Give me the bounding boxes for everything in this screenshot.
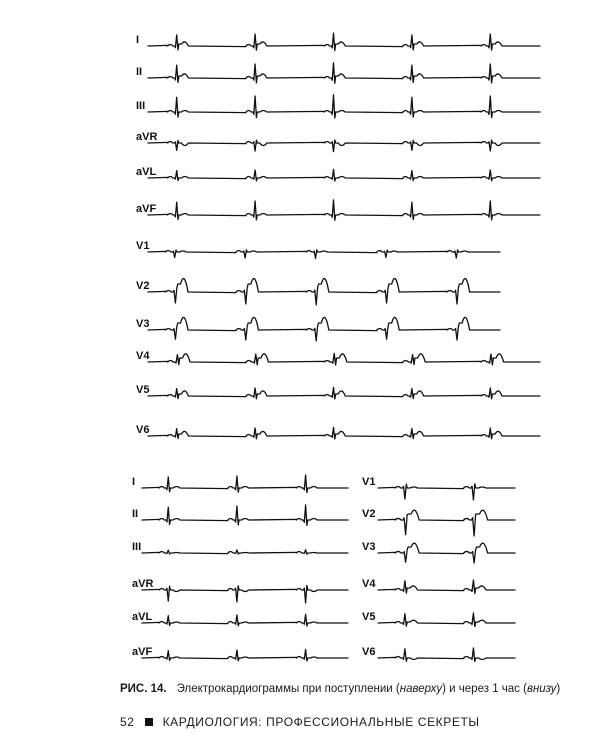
lead-label-avr: aVR (136, 131, 158, 143)
lead-label-avf: aVF (136, 203, 157, 215)
ecg-trace-v1 (148, 250, 500, 259)
lead-label-v3: V3 (136, 318, 150, 330)
lead-label-v1: V1 (136, 240, 150, 252)
caption-text-middle: ) и через 1 час ( (442, 683, 527, 695)
ecg-trace-iii (148, 95, 540, 118)
caption-text-after: ) (556, 683, 561, 695)
ecg-trace-avr (142, 585, 348, 602)
lead-label-v6: V6 (136, 424, 150, 436)
lead-label-v4: V4 (362, 578, 376, 590)
ecg-trace-avf (148, 200, 540, 220)
ecg-trace-avf (142, 649, 348, 661)
ecg-trace-ii (142, 505, 348, 525)
ecg-trace-v4 (378, 580, 515, 594)
caption-text-before: Электрокардиограммы при поступлении ( (176, 683, 400, 695)
ecg-trace-v6 (148, 427, 540, 439)
ecg-trace-v3 (148, 317, 500, 340)
ecg-trace-i (142, 475, 348, 492)
lead-label-v2: V2 (362, 508, 376, 520)
caption-word-bottom: внизу (526, 683, 557, 695)
figure-caption (120, 682, 590, 697)
ecg-trace-avl (142, 614, 348, 626)
page-number: 52 (120, 715, 135, 729)
lead-label-ii: II (132, 508, 139, 520)
lead-label-iii: III (132, 541, 142, 553)
lead-label-i: I (132, 476, 136, 488)
lead-label-v5: V5 (136, 384, 150, 396)
lead-label-ii: II (136, 66, 143, 78)
running-title: КАРДИОЛОГИЯ: ПРОФЕССИОНАЛЬНЫЕ СЕКРЕТЫ (162, 715, 480, 729)
lead-label-v2: V2 (136, 280, 150, 292)
lead-label-v4: V4 (136, 350, 150, 362)
lead-label-avl: aVL (136, 166, 157, 178)
lead-label-i: I (136, 34, 140, 46)
caption-word-top: наверху (399, 683, 443, 695)
ecg-trace-v2 (148, 279, 500, 305)
ecg-trace-v2 (378, 510, 515, 536)
page-footer (120, 715, 480, 729)
footer-square-marker (145, 718, 153, 726)
ecg-trace-avr (148, 140, 540, 152)
ecg-trace-i (148, 33, 540, 50)
figure-label: РИС. 14. (120, 683, 167, 695)
lead-label-v5: V5 (362, 611, 376, 623)
ecg-trace-v4 (148, 353, 540, 365)
ecg-trace-v5 (148, 387, 540, 399)
lead-label-iii: III (136, 100, 146, 112)
ecg-trace-avl (148, 169, 540, 181)
lead-label-avf: aVF (132, 646, 153, 658)
ecg-trace-v6 (378, 648, 515, 662)
lead-label-v1: V1 (362, 476, 376, 488)
ecg-trace-v5 (378, 613, 515, 627)
lead-label-avl: aVL (132, 611, 153, 623)
ecg-traces (132, 33, 540, 661)
ecg-trace-iii (142, 550, 348, 554)
ecg-trace-ii (148, 63, 540, 83)
lead-label-avr: aVR (132, 578, 154, 590)
ecg-trace-v3 (378, 543, 515, 563)
lead-label-v3: V3 (362, 541, 376, 553)
ecg-trace-v1 (378, 484, 515, 500)
lead-label-v6: V6 (362, 646, 376, 658)
